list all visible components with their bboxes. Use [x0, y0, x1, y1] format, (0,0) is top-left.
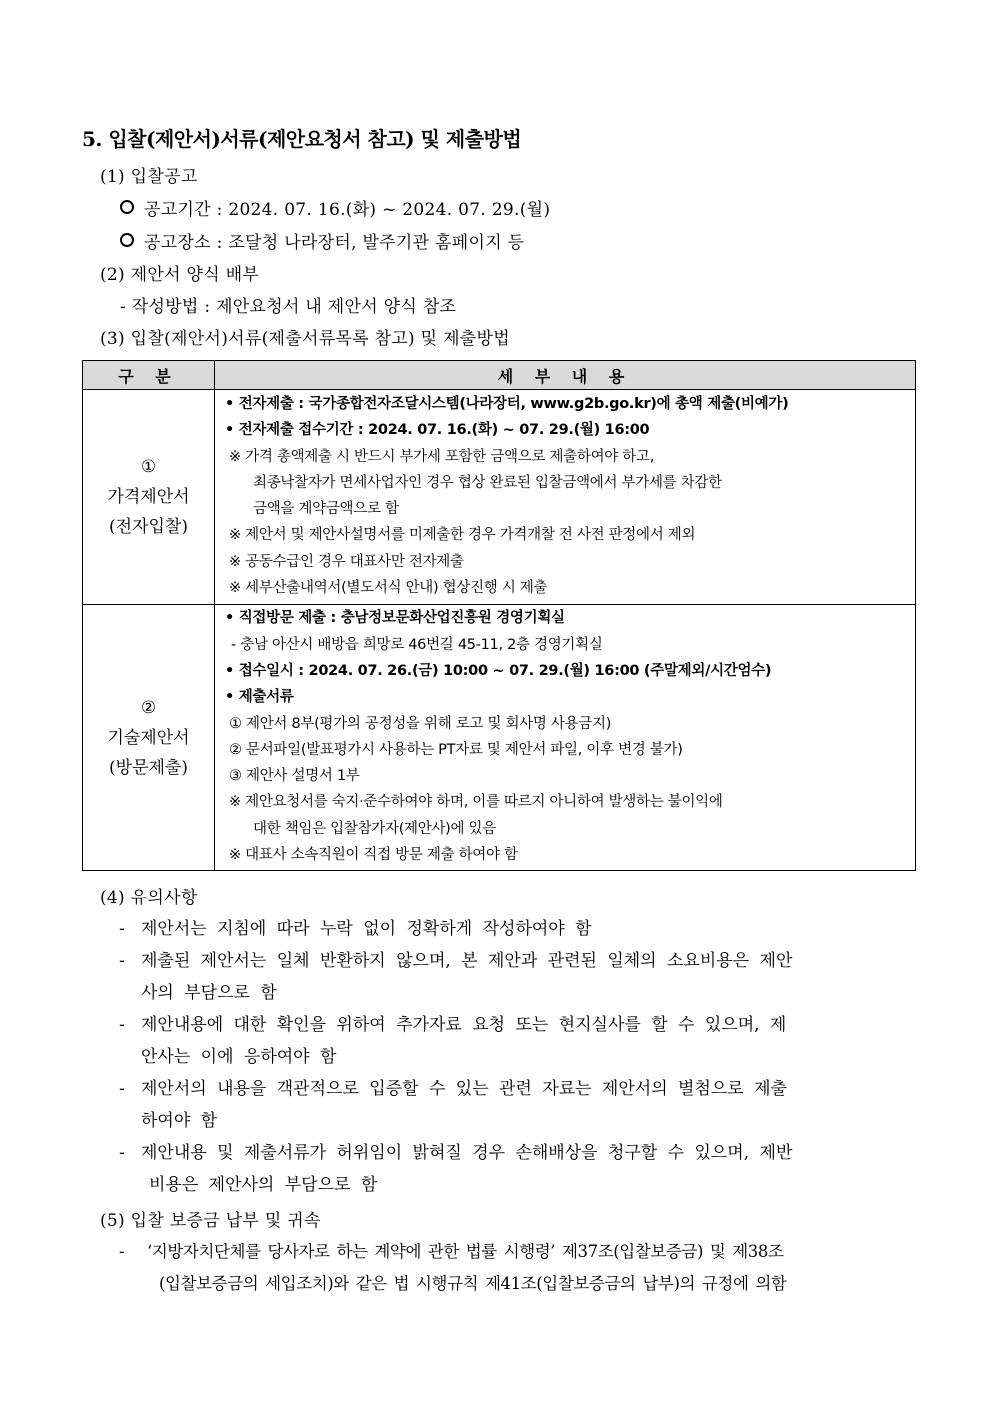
bond-rule-text-cont: (입찰보증금의 세입조치)와 같은 법 시행규칙 제41조(입찰보증금의 납부)의 규정에 의함 — [159, 1274, 787, 1293]
dash-marker: - — [119, 1143, 125, 1163]
bond-rule-text: ‘지방자치단체를 당사자로 하는 계약에 관한 법률 시행령’ 제37조(입찰보증금) 및 제38조 — [147, 1242, 784, 1261]
row-method: (전자입찰) — [109, 517, 188, 538]
caution-text: 제안서의 내용을 객관적으로 입증할 수 있는 관련 자료는 제안서의 별첨으로 제출 — [141, 1079, 787, 1099]
detail-line: ① 제안서 8부(평가의 공정성을 위해 로고 및 회사명 사용금지) — [229, 715, 612, 732]
item4-heading: (4) 유의사항 — [100, 888, 198, 908]
caution-1 — [119, 913, 911, 945]
notice-period-text: 공고기간 : 2024. 07. 16.(화) ~ 2024. 07. 29.(월) — [144, 200, 551, 220]
caution-5 — [119, 1137, 911, 1201]
detail-line: ※ 공동수급인 경우 대표사만 전자제출 — [229, 553, 464, 570]
detail-line: ※ 가격 총액제출 시 반드시 부가세 포함한 금액으로 제출하여야 하고, — [229, 448, 655, 465]
hollow-circle-icon — [120, 233, 134, 247]
dash-marker: - — [119, 1242, 125, 1261]
notice-place-text: 공고장소 : 조달청 나라장터, 발주기관 홈페이지 등 — [144, 233, 525, 253]
item2-heading: (2) 제안서 양식 배부 — [100, 265, 260, 285]
dash-marker: - — [119, 951, 125, 971]
item1-bullet-period — [120, 195, 550, 220]
item3-heading: (3) 입찰(제안서)서류(제출서류목록 참고) 및 제출방법 — [100, 329, 510, 349]
price-proposal-details — [215, 390, 916, 605]
detail-line: ② 문서파일(발표평가시 사용하는 PT자료 및 제안서 파일, 이후 변경 불가) — [229, 741, 683, 758]
dash-marker: - — [119, 1079, 125, 1099]
item1-bullet-place — [120, 228, 524, 253]
dash-marker: - — [119, 919, 125, 939]
caution-text: 제안내용에 대한 확인을 위하여 추가자료 요청 또는 현지실사를 할 수 있으며, 제 — [141, 1015, 787, 1035]
price-proposal-label — [83, 390, 215, 605]
technical-proposal-label — [83, 605, 215, 871]
row-method: (방문제출) — [109, 757, 188, 778]
item2-method-line: - 작성방법 : 제안요청서 내 제안서 양식 참조 — [120, 297, 457, 317]
detail-line: ※ 제안요청서를 숙지·준수하여야 하며, 이를 따르지 아니하여 발생하는 불이익에 — [229, 794, 723, 811]
row-number: ① — [140, 457, 157, 478]
bond-rule — [119, 1236, 911, 1300]
table-row-technical — [83, 605, 916, 871]
caution-text-cont: 하여야 함 — [141, 1111, 218, 1131]
caution-4 — [119, 1073, 911, 1137]
dash-marker: - — [119, 1015, 125, 1035]
caution-text-cont: 비용은 제안사의 부담으로 함 — [149, 1175, 378, 1195]
detail-line: 대한 책임은 입찰참가자(제안사)에 있음 — [253, 820, 496, 837]
caution-2 — [119, 945, 911, 1009]
detail-line: 금액을 계약금액으로 함 — [253, 501, 399, 518]
detail-line: ※ 대표사 소속직원이 직접 방문 제출 하여야 함 — [229, 847, 518, 864]
caution-text: 제안내용 및 제출서류가 허위임이 밝혀질 경우 손해배상을 청구할 수 있으며, 제반 — [141, 1143, 793, 1163]
detail-line: • 전자제출 접수기간 : 2024. 07. 16.(화) ~ 07. 29.(월) 16:00 — [225, 422, 650, 439]
row-number: ② — [140, 697, 157, 718]
caution-text-cont: 사의 부담으로 함 — [141, 983, 277, 1003]
table-row-price — [83, 390, 916, 605]
detail-line: • 접수일시 : 2024. 07. 26.(금) 10:00 ~ 07. 29.(월) 16:00 (주말제외/시간엄수) — [225, 662, 772, 679]
header-category: 구 분 — [83, 361, 215, 390]
item1-heading: (1) 입찰공고 — [100, 167, 198, 187]
submission-table — [82, 360, 916, 871]
caution-text: 제출된 제안서는 일체 반환하지 않으며, 본 제안과 관련된 일체의 소요비용은 제안 — [141, 951, 793, 971]
detail-line: ※ 세부산출내역서(별도서식 안내) 협상진행 시 제출 — [229, 580, 548, 597]
hollow-circle-icon — [120, 200, 134, 214]
caution-3 — [119, 1009, 911, 1073]
section-title: 5. 입찰(제안서)서류(제안요청서 참고) 및 제출방법 — [82, 127, 522, 151]
item5-heading: (5) 입찰 보증금 납부 및 귀속 — [100, 1211, 321, 1231]
detail-line: ③ 제안사 설명서 1부 — [229, 768, 360, 785]
detail-line: • 제출서류 — [225, 689, 294, 706]
caution-text-cont: 안사는 이에 응하여야 함 — [141, 1047, 337, 1067]
row-title: 기술제안서 — [107, 727, 190, 748]
table-header-row — [83, 361, 916, 390]
row-title: 가격제안서 — [107, 487, 190, 508]
detail-line: - 충남 아산시 배방읍 희망로 46번길 45-11, 2층 경영기획실 — [231, 636, 603, 653]
header-details: 세 부 내 용 — [215, 361, 916, 390]
detail-line: ※ 제안서 및 제안사설명서를 미제출한 경우 가격개찰 전 사전 판정에서 제외 — [229, 527, 696, 544]
technical-proposal-details — [215, 605, 916, 871]
detail-line: • 직접방문 제출 : 충남정보문화산업진흥원 경영기획실 — [225, 610, 565, 627]
caution-text: 제안서는 지침에 따라 누락 없이 정확하게 작성하여야 함 — [141, 919, 592, 939]
detail-line: 최종낙찰자가 면세사업자인 경우 협상 완료된 입찰금액에서 부가세를 차감한 — [253, 474, 722, 491]
detail-line: • 전자제출 : 국가종합전자조달시스템(나라장터, www.g2b.go.kr)에 총액 제출(비예가) — [225, 396, 789, 412]
